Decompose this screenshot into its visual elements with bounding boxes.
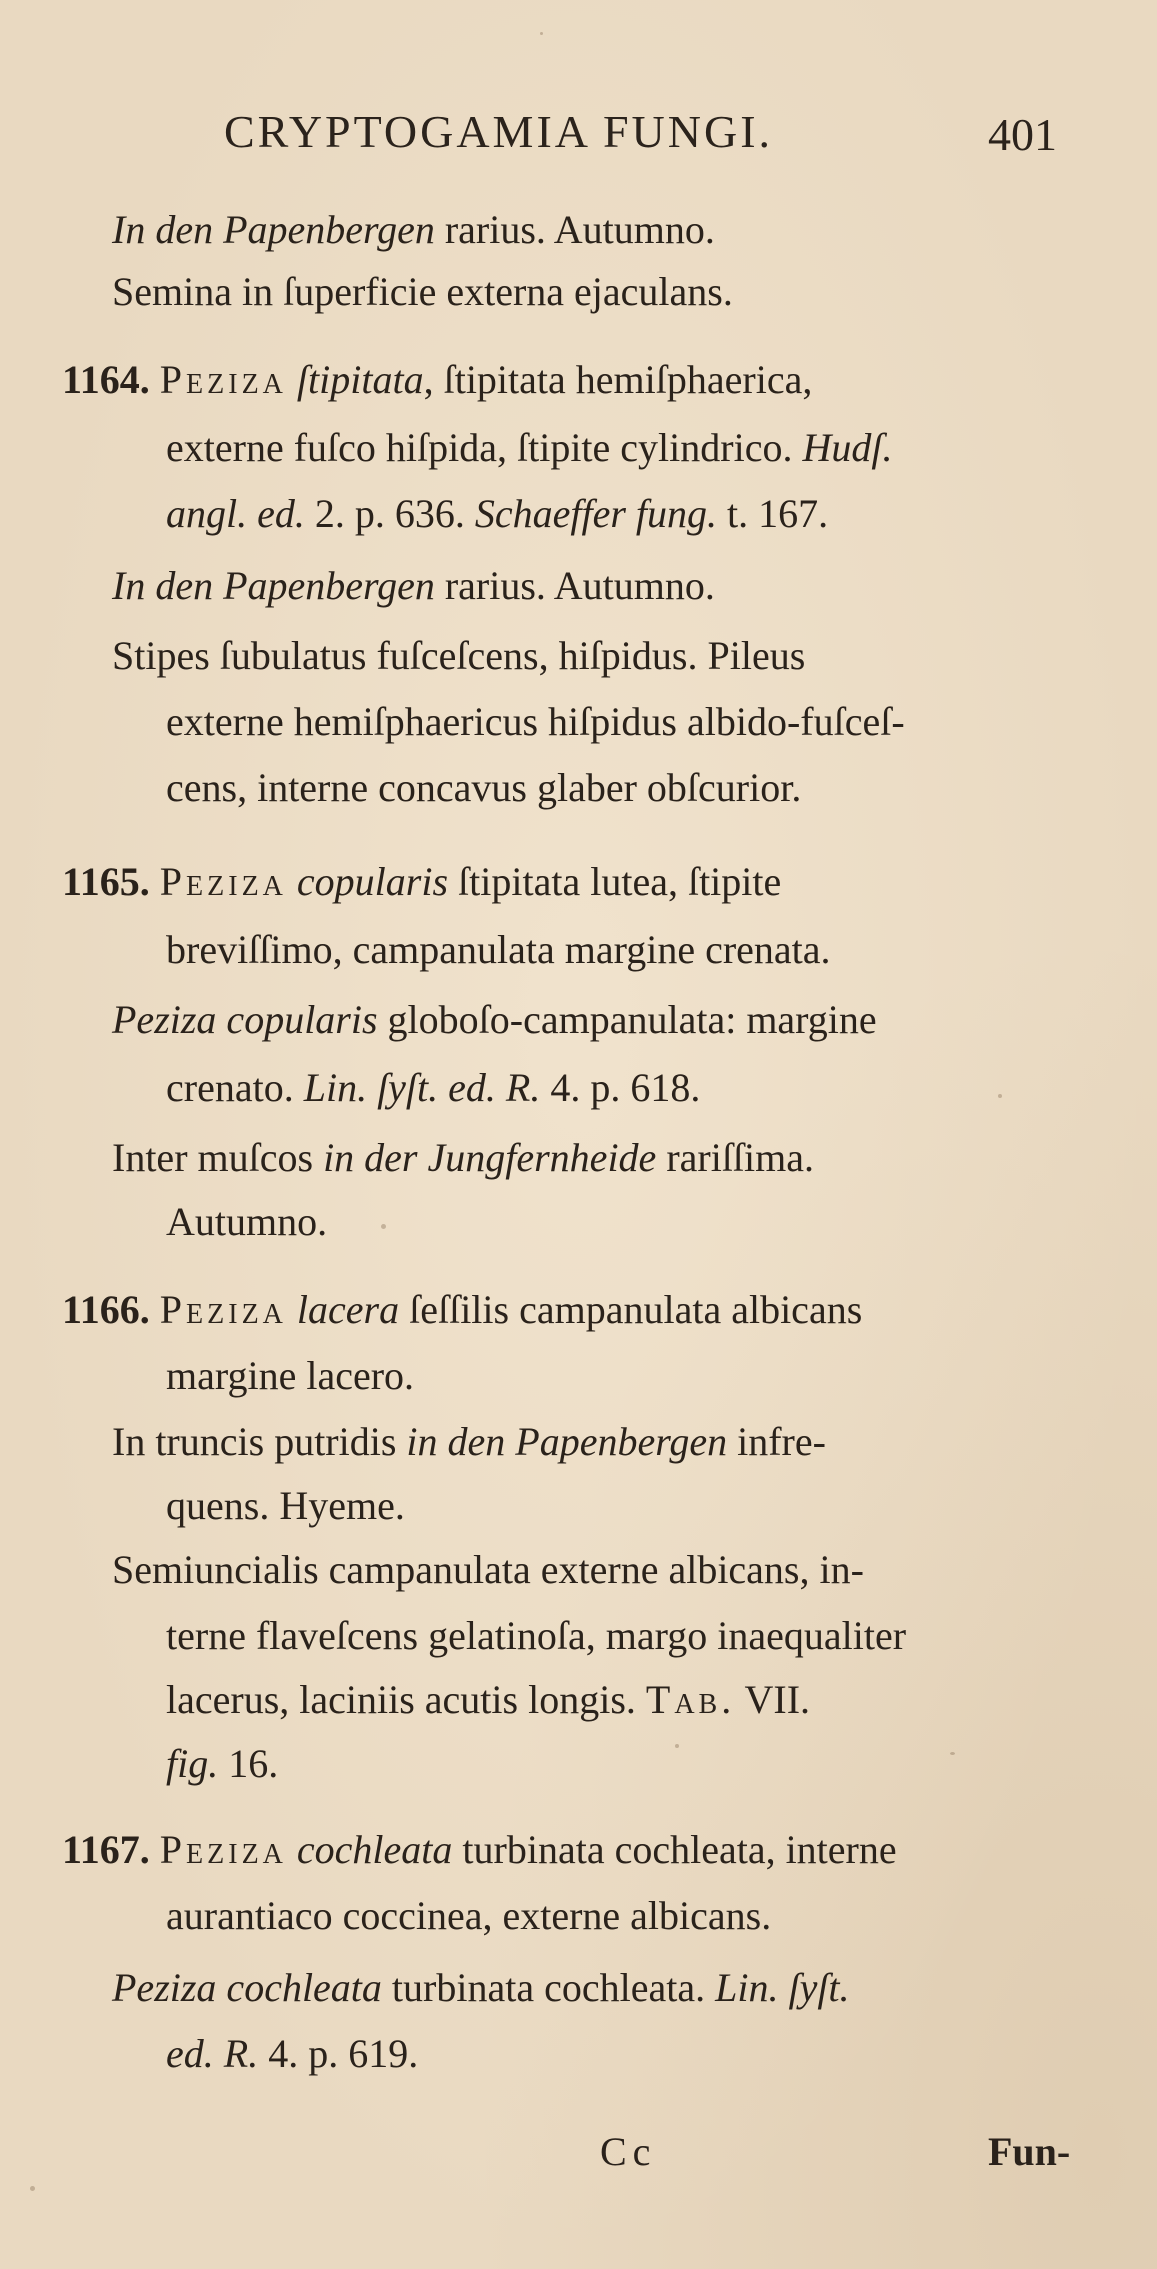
habitat-line: quens. Hyeme. (166, 1483, 405, 1528)
description-line: Semiuncialis campanulata externe albicans, in- (112, 1547, 864, 1592)
habitat-line: Inter muſcos in der Jungfernheide rariſſima. (112, 1135, 815, 1180)
running-head: CRYPTOGAMIA FUNGI. (224, 106, 774, 157)
paper-speck (540, 32, 543, 35)
habitat-line: In den Papenbergen rarius. Autumno. (112, 563, 715, 608)
habitat-line: Autumno. (166, 1199, 328, 1244)
entry-1164-heading: 1164. Peziza ſtipitata, ſtipitata hemiſphaerica, (62, 357, 813, 402)
synonym-line: ed. R. 4. p. 619. (166, 2031, 419, 2076)
paper-speck (381, 1224, 386, 1229)
description-line: Stipes ſubulatus fuſceſcens, hiſpidus. Pileus (112, 633, 806, 678)
entry-1165-line: breviſſimo, campanulata margine crenata. (166, 927, 831, 972)
paper-speck (950, 1752, 955, 1755)
description-line: externe hemiſphaericus hiſpidus albido-fuſceſ- (166, 699, 905, 744)
entry-1166-line: margine lacero. (166, 1353, 415, 1398)
description-line: fig. 16. (166, 1741, 279, 1786)
paper-speck (675, 1744, 679, 1748)
description-line: terne flaveſcens gelatinoſa, margo inaequaliter (166, 1613, 907, 1658)
paper-speck (998, 1094, 1002, 1098)
synonym-line: crenato. Lin. ſyſt. ed. R. 4. p. 618. (166, 1065, 701, 1110)
entry-1167-heading: 1167. Peziza cochleata turbinata cochleata, interne (62, 1827, 897, 1872)
habitat-line: In den Papenbergen rarius. Autumno. (112, 207, 715, 252)
entry-1167-line: aurantiaco coccinea, externe albicans. (166, 1893, 772, 1938)
entry-1165-heading: 1165. Peziza copularis ſtipitata lutea, ſtipite (62, 859, 782, 904)
entry-1164-line: externe fuſco hiſpida, ſtipite cylindrico. Hudſ. (166, 425, 893, 470)
habitat-line: In truncis putridis in den Papenbergen infre- (112, 1419, 826, 1464)
entry-1166-heading: 1166. Peziza lacera ſeſſilis campanulata albicans (62, 1287, 863, 1332)
synonym-line: Peziza cochleata turbinata cochleata. Lin. ſyſt. (112, 1965, 850, 2010)
description-line: lacerus, laciniis acutis longis. Tab. VII. (166, 1677, 811, 1722)
signature-mark: Cc (600, 2129, 657, 2174)
paper-speck (30, 2186, 35, 2191)
synonym-line: Peziza copularis globoſo-campanulata: margine (112, 997, 877, 1042)
description-line: Semina in ſuperficie externa ejaculans. (112, 269, 733, 314)
page-number: 401 (988, 109, 1057, 160)
description-line: cens, interne concavus glaber obſcurior. (166, 765, 802, 810)
entry-1164-line: angl. ed. 2. p. 636. Schaeffer fung. t. 167. (166, 491, 829, 536)
catchword: Fun- (988, 2129, 1071, 2174)
